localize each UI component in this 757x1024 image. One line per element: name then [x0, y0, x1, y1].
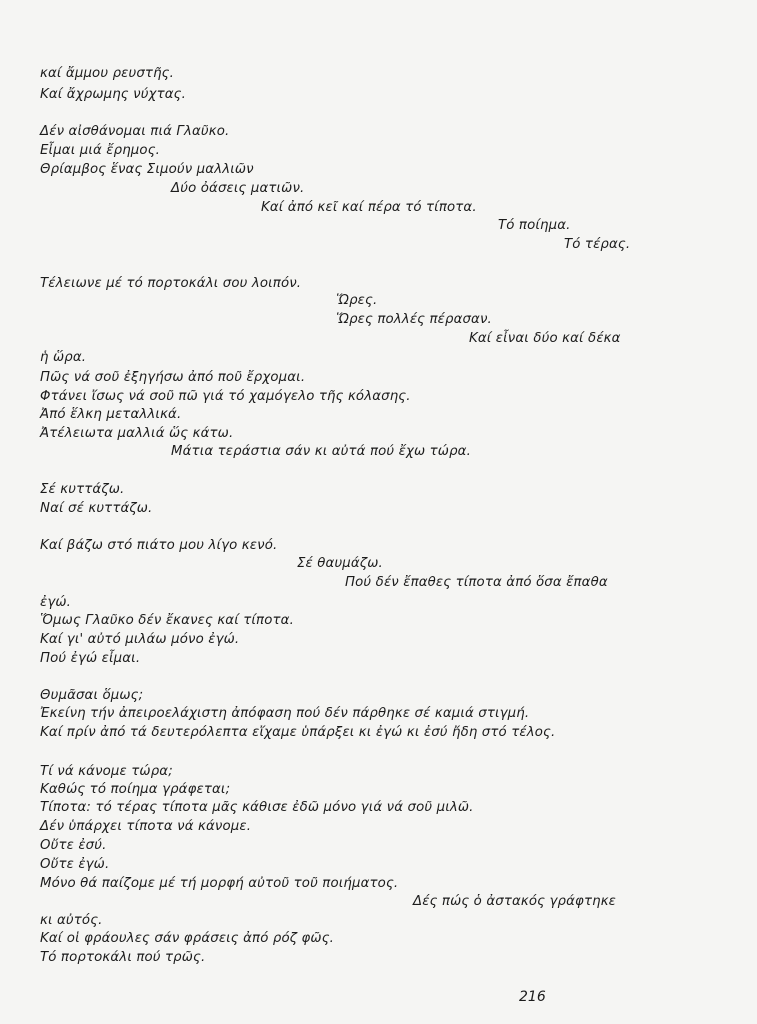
poem-line: Τίποτα: τό τέρας τίποτα μᾶς κάθισε ἐδῶ μόνο γιά νά σοῦ μιλῶ.	[40, 800, 474, 815]
poem-line: Ἀτέλειωτα μαλλιά ὥς κάτω.	[40, 426, 234, 441]
poem-line: Θρίαμβος ἕνας Σιμούν μαλλιῶν	[40, 162, 254, 177]
poem-line: Πού δέν ἔπαθες τίποτα ἀπό ὅσα ἔπαθα	[345, 575, 608, 590]
poem-line: Μόνο θά παίζομε μέ τή μορφή αὐτοῦ τοῦ ποιήματος.	[40, 876, 399, 891]
poem-line: Ὥρες πολλές πέρασαν.	[336, 312, 492, 327]
poem-line: Καθώς τό ποίημα γράφεται;	[40, 782, 231, 797]
poem-line: Τέλειωνε μέ τό πορτοκάλι σου λοιπόν.	[40, 276, 302, 291]
poem-line: ἐγώ.	[40, 595, 72, 610]
poem-line: Καί πρίν ἀπό τά δευτερόλεπτα εἴχαμε ὑπάρξει κι ἐγώ κι ἐσύ ἤδη στό τέλος.	[40, 725, 556, 740]
poem-line: Σέ κυττάζω.	[40, 482, 125, 497]
poem-line: ἡ ὥρα.	[40, 350, 87, 365]
poem-line: Τί νά κάνομε τώρα;	[40, 764, 173, 779]
poem-line: Ναί σέ κυττάζω.	[40, 501, 153, 516]
poem-line: Δέν αἰσθάνομαι πιά Γλαῦκο.	[40, 124, 230, 139]
poem-line: Καί βάζω στό πιάτο μου λίγο κενό.	[40, 538, 278, 553]
poem-line: Τό ποίημα.	[498, 218, 571, 233]
poem-line: Πῶς νά σοῦ ἐξηγήσω ἀπό ποῦ ἔρχομαι.	[40, 370, 306, 385]
poem-line: Οὔτε ἐσύ.	[40, 838, 107, 853]
poem-line: Καί ἄχρωμης νύχτας.	[40, 87, 186, 102]
poem-line: Δύο ὀάσεις ματιῶν.	[171, 181, 305, 196]
poem-line: Οὔτε ἐγώ.	[40, 857, 110, 872]
poem-line: Καί ἀπό κεῖ καί πέρα τό τίποτα.	[261, 200, 477, 215]
page-number: 216	[519, 989, 546, 1005]
poem-line: Καί γι' αὐτό μιλάω μόνο ἐγώ.	[40, 632, 240, 647]
poem-line: Μάτια τεράστια σάν κι αὐτά πού ἔχω τώρα.	[171, 444, 471, 459]
poem-line: Καί εἶναι δύο καί δέκα	[469, 331, 621, 346]
poem-line: Σέ θαυμάζω.	[297, 556, 383, 571]
poem-line: Εἶμαι μιά ἔρημος.	[40, 143, 161, 158]
poem-line: Τό τέρας.	[564, 237, 631, 252]
poem-line: Φτάνει ἴσως νά σοῦ πῶ γιά τό χαμόγελο τῆς κόλασης.	[40, 389, 411, 404]
poem-line: Δές πώς ὁ ἀστακός γράφτηκε	[413, 894, 617, 909]
poem-line: Ὅμως Γλαῦκο δέν ἔκανες καί τίποτα.	[40, 613, 294, 628]
poem-line: κι αὐτός.	[40, 913, 103, 928]
poem-line: Τό πορτοκάλι πού τρῶς.	[40, 950, 206, 965]
poem-line: Καί οἱ φράουλες σάν φράσεις ἀπό ρόζ φῶς.	[40, 931, 335, 946]
poem-line: Ὥρες.	[336, 293, 378, 308]
poem-line: Ἐκείνη τήν ἀπειροελάχιστη ἀπόφαση πού δέν πάρθηκε σέ καμιά στιγμή.	[40, 706, 530, 721]
poem-line: Θυμᾶσαι ὅμως;	[40, 688, 144, 703]
poem-line: καί ἄμμου ρευστῆς.	[40, 66, 174, 81]
poem-line: Ἀπό ἕλκη μεταλλικά.	[40, 407, 182, 422]
poem-line: Δέν ὑπάρχει τίποτα νά κάνομε.	[40, 819, 252, 834]
poem-line: Πού ἐγώ εἶμαι.	[40, 651, 141, 666]
